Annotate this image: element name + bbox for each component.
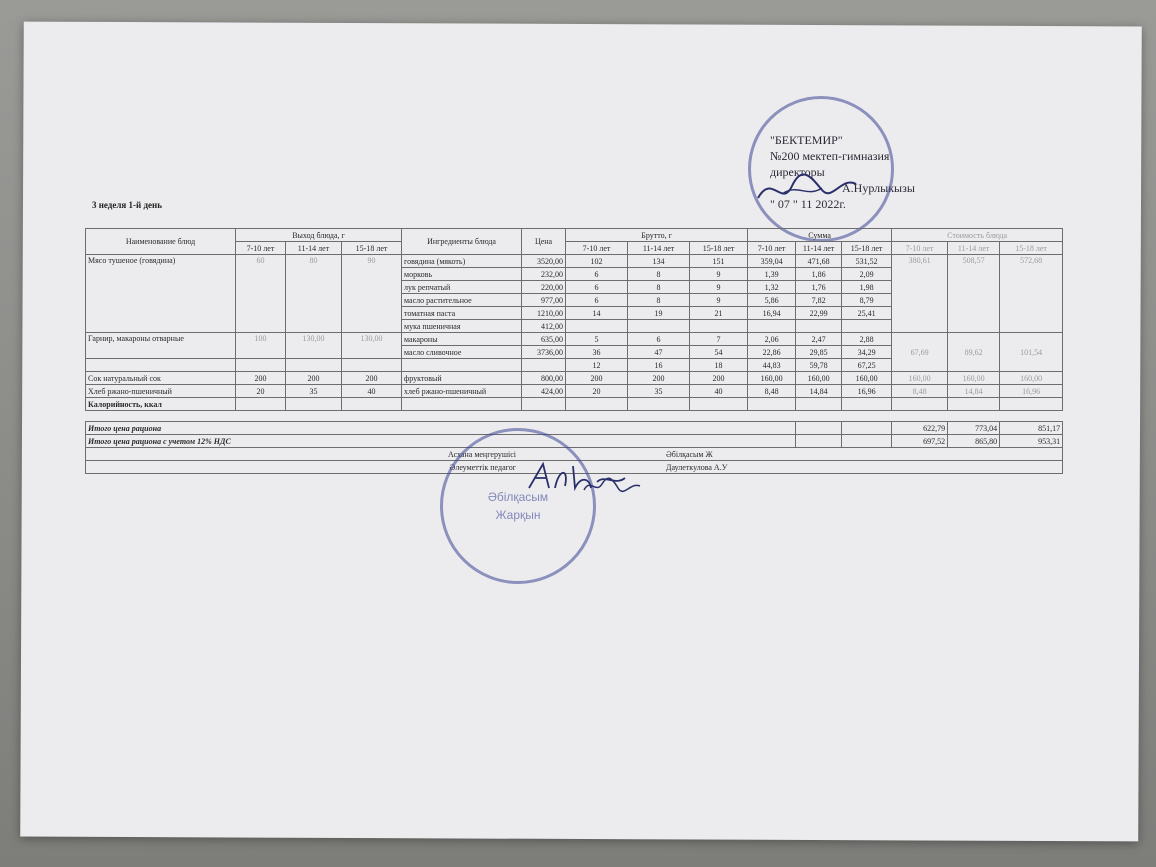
ingredient-price: 412,00 — [522, 320, 566, 333]
dish-cost: 67,69 — [892, 333, 948, 372]
age-header: 7-10 лет — [236, 242, 286, 255]
total-vat-value: 697,52 — [892, 435, 948, 448]
calories-row — [86, 398, 1063, 411]
sum-value: 160,00 — [748, 372, 796, 385]
dish-name: Сок натуральный сок — [86, 372, 236, 385]
ingredient-name: томатная паста — [402, 307, 522, 320]
dish-cost: 160,00 — [1000, 372, 1063, 385]
gross-value: 102 — [566, 255, 628, 268]
sum-value: 5,86 — [748, 294, 796, 307]
gross-value: 12 — [566, 359, 628, 372]
age-header: 11-14 лет — [286, 242, 342, 255]
age-header: 11-14 лет — [628, 242, 690, 255]
dish-yield: 40 — [342, 385, 402, 398]
sum-value: 160,00 — [796, 372, 842, 385]
approval-date: " 07 " 11 2022г. — [770, 197, 846, 211]
signature-role: Әлеуметтік педагог — [449, 462, 516, 472]
dish-name: Хлеб ржано-пшеничный — [86, 385, 236, 398]
total-vat-value: 865,80 — [948, 435, 1000, 448]
ingredient-price: 635,00 — [522, 333, 566, 346]
signature-name: Әбілқасым Ж — [666, 449, 713, 459]
total-vat-label: Итого цена рациона с учетом 12% НДС — [86, 435, 796, 448]
gross-value: 16 — [628, 359, 690, 372]
sum-value: 34,29 — [842, 346, 892, 359]
sum-value: 29,85 — [796, 346, 842, 359]
ingredient-price: 220,00 — [522, 281, 566, 294]
dish-cost: 160,00 — [948, 372, 1000, 385]
approval-role: директоры — [770, 165, 825, 179]
gross-value: 8 — [628, 294, 690, 307]
sum-value: 67,25 — [842, 359, 892, 372]
gross-value: 5 — [566, 333, 628, 346]
gross-value: 6 — [566, 268, 628, 281]
gross-value: 9 — [690, 294, 748, 307]
gross-value: 9 — [690, 268, 748, 281]
sum-value: 2,09 — [842, 268, 892, 281]
ingredient-price: 3520,00 — [522, 255, 566, 268]
ingredient-price: 800,00 — [522, 372, 566, 385]
dish-cost: 16,96 — [1000, 385, 1063, 398]
ingredient-name: мука пшеничная — [402, 320, 522, 333]
sum-value: 44,83 — [748, 359, 796, 372]
table-row — [86, 372, 1063, 385]
sum-value: 16,96 — [842, 385, 892, 398]
stamp-text-line: Әбілқасым — [487, 490, 549, 504]
sum-value: 2,06 — [748, 333, 796, 346]
gross-value: 47 — [628, 346, 690, 359]
age-header: 7-10 лет — [748, 242, 796, 255]
age-header: 11-14 лет — [948, 242, 1000, 255]
dish-cost: 160,00 — [892, 372, 948, 385]
sum-value: 7,82 — [796, 294, 842, 307]
gross-value: 9 — [690, 281, 748, 294]
ingredient-name: говядина (мякоть) — [402, 255, 522, 268]
sum-value: 22,99 — [796, 307, 842, 320]
total-vat-row — [86, 435, 1063, 448]
total-vat-value: 953,31 — [1000, 435, 1063, 448]
dish-cost: 89,62 — [948, 333, 1000, 372]
dish-yield: 200 — [342, 372, 402, 385]
total-value: 851,17 — [1000, 422, 1063, 435]
menu-table — [85, 228, 1063, 474]
gross-value: 200 — [690, 372, 748, 385]
gross-value: 8 — [628, 268, 690, 281]
gross-value: 54 — [690, 346, 748, 359]
table-row — [86, 255, 1063, 268]
calories-label: Калорийность, ккал — [86, 398, 236, 411]
ingredient-price: 424,00 — [522, 385, 566, 398]
approval-org: "БЕКТЕМИР" — [770, 133, 843, 147]
sum-value: 359,04 — [748, 255, 796, 268]
gross-value: 6 — [566, 294, 628, 307]
sum-value: 1,98 — [842, 281, 892, 294]
dish-cost: 8,48 — [892, 385, 948, 398]
spacer-row — [86, 411, 1063, 422]
dish-cost: 508,57 — [948, 255, 1000, 333]
header-yield: Выход блюда, г — [236, 229, 402, 242]
age-header: 15-18 лет — [342, 242, 402, 255]
approval-name: А.Нурлыкызы — [842, 181, 915, 195]
ingredient-price: 3736,00 — [522, 346, 566, 359]
gross-value: 200 — [628, 372, 690, 385]
total-row — [86, 422, 1063, 435]
dish-yield: 100 — [236, 333, 286, 359]
total-value: 773,04 — [948, 422, 1000, 435]
director-signature — [752, 168, 862, 208]
ingredient-name: морковь — [402, 268, 522, 281]
stamp-text-line: Жарқын — [495, 508, 541, 522]
gross-value: 134 — [628, 255, 690, 268]
gross-value: 8 — [628, 281, 690, 294]
ingredient-name: масло сливочное — [402, 346, 522, 359]
signature-name: Даулеткулова А.У — [666, 462, 728, 472]
gross-value: 19 — [628, 307, 690, 320]
total-label: Итого цена рациона — [86, 422, 796, 435]
dish-cost: 572,68 — [1000, 255, 1063, 333]
sum-value: 16,94 — [748, 307, 796, 320]
dish-yield: 90 — [342, 255, 402, 333]
gross-value: 40 — [690, 385, 748, 398]
sum-value: 531,52 — [842, 255, 892, 268]
gross-value: 6 — [628, 333, 690, 346]
dish-yield: 200 — [236, 372, 286, 385]
dish-name: Гарнир, макароны отварные — [86, 333, 236, 359]
age-header: 15-18 лет — [690, 242, 748, 255]
header-gross: Брутто, г — [566, 229, 748, 242]
gross-value: 200 — [566, 372, 628, 385]
signature-role: Асхана меңгерушісі — [448, 449, 516, 459]
gross-value: 7 — [690, 333, 748, 346]
dish-name: Мясо тушеное (говядина) — [86, 255, 236, 333]
gross-value: 6 — [566, 281, 628, 294]
table-row — [86, 333, 1063, 346]
age-header: 15-18 лет — [842, 242, 892, 255]
total-value: 622,79 — [892, 422, 948, 435]
gross-value: 18 — [690, 359, 748, 372]
ingredient-name: хлеб ржано-пшеничный — [402, 385, 522, 398]
table-row — [86, 385, 1063, 398]
ingredient-price: 1210,00 — [522, 307, 566, 320]
sum-value: 2,88 — [842, 333, 892, 346]
round-stamp-bottom — [440, 428, 596, 584]
age-header: 7-10 лет — [566, 242, 628, 255]
dish-yield: 20 — [236, 385, 286, 398]
dish-yield: 60 — [236, 255, 286, 333]
header-dish: Наименование блюд — [86, 229, 236, 255]
sum-value: 1,86 — [796, 268, 842, 281]
ingredient-name: фруктовый — [402, 372, 522, 385]
sum-value: 160,00 — [842, 372, 892, 385]
ingredient-name: масло растительное — [402, 294, 522, 307]
sum-value: 25,41 — [842, 307, 892, 320]
dish-yield: 80 — [286, 255, 342, 333]
dish-yield: 130,00 — [342, 333, 402, 359]
sum-value: 2,47 — [796, 333, 842, 346]
gross-value: 21 — [690, 307, 748, 320]
sum-value: 8,48 — [748, 385, 796, 398]
dish-cost: 101,54 — [1000, 333, 1063, 372]
gross-value: 36 — [566, 346, 628, 359]
sum-value: 59,78 — [796, 359, 842, 372]
header-cost: Стоимость блюда — [892, 229, 1063, 242]
dish-cost: 380,61 — [892, 255, 948, 333]
pedagogue-signature — [582, 474, 642, 498]
sum-value: 471,68 — [796, 255, 842, 268]
dish-cost: 14,84 — [948, 385, 1000, 398]
header-ingredients: Ингредиенты блюда — [402, 229, 522, 255]
ingredient-name: макароны — [402, 333, 522, 346]
sum-value: 1,39 — [748, 268, 796, 281]
sum-value: 14,84 — [796, 385, 842, 398]
header-row-1 — [86, 229, 1063, 242]
dish-yield: 130,00 — [286, 333, 342, 359]
dish-yield: 35 — [286, 385, 342, 398]
age-header: 7-10 лет — [892, 242, 948, 255]
sum-value: 1,76 — [796, 281, 842, 294]
gross-value: 35 — [628, 385, 690, 398]
age-header: 11-14 лет — [796, 242, 842, 255]
gross-value: 151 — [690, 255, 748, 268]
gross-value: 20 — [566, 385, 628, 398]
sum-value: 1,32 — [748, 281, 796, 294]
sum-value: 22,86 — [748, 346, 796, 359]
ingredient-price: 977,00 — [522, 294, 566, 307]
header-price: Цена — [522, 229, 566, 255]
header-sum: Сумма — [748, 229, 892, 242]
sum-value: 8,79 — [842, 294, 892, 307]
ingredient-price: 232,00 — [522, 268, 566, 281]
dish-yield: 200 — [286, 372, 342, 385]
document-subtitle: 3 неделя 1-й день — [92, 200, 162, 210]
gross-value: 14 — [566, 307, 628, 320]
age-header: 15-18 лет — [1000, 242, 1063, 255]
ingredient-name: лук репчатый — [402, 281, 522, 294]
approval-school: №200 мектеп-гимназия — [770, 149, 890, 163]
